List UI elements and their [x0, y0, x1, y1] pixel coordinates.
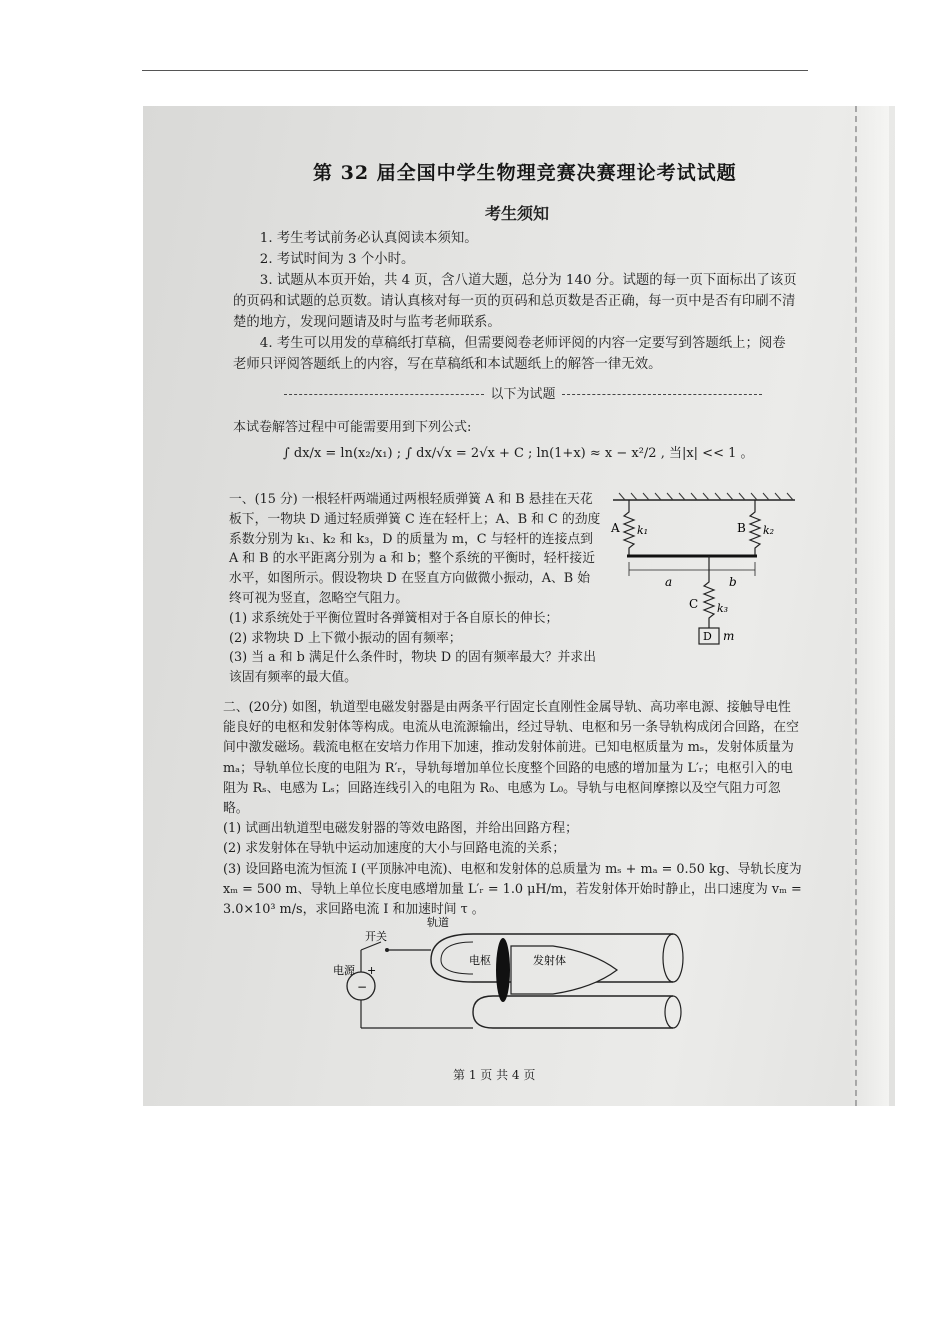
railgun-figure [333, 912, 693, 1032]
question-2-stem: 二、(20分) 如图，轨道型电磁发射器是由两条平行固定长直刚性金属导轨、高功率电源、接触导电性能良好的电枢和发射体等构成。电流从电流源输出，经过导轨、电枢和另一条导轨构成闭合回路，在空间中激发磁场。载流电枢在安培力作用下加速，推动发射体前进。已知电枢质量为 mₛ，发射体质量为 mₐ；导轨单位长度的电阻为 R′ᵣ，导轨每增加单位长度整个回路的电感的增加量为 L′ᵣ；电枢引入的电阻为 Rₛ、电感为 Lₛ；回路连线引入的电阻为 R₀、电感为 L₀。导轨与电枢间摩擦以及空气阻力可忽略。 [223, 700, 799, 817]
question-1-part: (1) 求系统处于平衡位置时各弹簧相对于各自原长的伸长； [229, 610, 559, 626]
notice-item: 3. 试题从本页开始，共 4 页，含八道大题，总分为 140 分。试题的每一页下面标出了该页的页码和试题的总页数。请认真核对每一页的页码和总页数是否正确，每一页中是否有印刷不清楚的地方，发现问题请及时与监考老师联系。 [233, 273, 797, 330]
question-1-part: (2) 求物块 D 上下微小振动的固有频率； [229, 630, 462, 646]
exam-title: 第 32 届全国中学生物理竞赛决赛理论考试试题 [313, 162, 737, 184]
top-rule [142, 70, 808, 71]
question-2-part: (2) 求发射体在导轨中运动加速度的大小与回路电流的关系； [223, 841, 566, 857]
formula-line: ∫ dx/x = ln(x₂/x₁) ; ∫ dx/√x = 2√x + C ; ln(1+x) ≈ x − x²/2 , 当|x| << 1 。 [283, 446, 754, 461]
formula-intro: 本试卷解答过程中可能需要用到下列公式: [233, 420, 472, 435]
question-2 [223, 698, 803, 920]
notice-item: 4. 考生可以用发的草稿纸打草稿，但需要阅卷老师评阅的内容一定要写到答题纸上；阅卷老师只评阅答题纸上的内容，写在草稿纸和本试题纸上的解答一律无效。 [233, 336, 786, 372]
question-1-stem: 一、(15 分) 一根轻杆两端通过两根轻质弹簧 A 和 B 悬挂在天花板下，一物块 D 通过轻质弹簧 C 连在轻杆上；A、B 和 C 的劲度系数分别为 k₁、k₂ 和 k₃，D 的质量为 m，C 与轻杆的连接点到 A 和 B 的水平距离分别为 a 和 b；整个系统的平衡时，轻杆接近水平，如图所示。假设物块 D 在竖直方向做微小振动，A、B 始终可视为竖直，忽略空气阻力。 [229, 492, 601, 606]
label-projectile: 发射体 [533, 954, 566, 967]
label-plus: + [367, 964, 377, 977]
label-rail: 轨道 [427, 916, 449, 929]
spring-b-icon [750, 500, 760, 556]
page-footer: 第 1 页 共 4 页 [453, 1068, 536, 1082]
exam-photo [143, 106, 895, 1106]
label-dist-a: a [665, 575, 673, 589]
notice-item: 1. 考生考试前务必认真阅读本须知。 [259, 231, 478, 246]
question-2-part: (3) 设回路电流为恒流 I (平顶脉冲电流)、电枢和发射体的总质量为 mₛ + mₐ = 0.50 kg、导轨长度为 xₘ = 500 m、导轨上单位长度电感增加量 L′ᵣ = 1.0 μH/m，若发射体开始时静止，出口速度为 vₘ = 3.0×10³ m/s，求回路电流 I 和加速时间 τ 。 [223, 861, 802, 918]
label-armature: 电枢 [469, 954, 491, 967]
label-k3: k₃ [717, 602, 729, 615]
notice-item: 2. 考试时间为 3 个小时。 [259, 252, 415, 267]
notice-list [233, 228, 798, 375]
question-1-part: (3) 当 a 和 b 满足什么条件时，物块 D 的固有频率最大？并求出该固有频率的最大值。 [229, 650, 597, 686]
question-1 [229, 490, 601, 688]
label-minus: − [357, 980, 368, 994]
spring-a-icon [624, 500, 634, 556]
armature-icon [496, 938, 510, 1002]
section-divider [243, 383, 803, 402]
label-spring-b: B [737, 521, 746, 535]
spring-system-figure [605, 490, 805, 660]
label-dist-b: b [729, 575, 737, 589]
divider-text: 以下为试题 [490, 387, 556, 402]
label-spring-c: C [689, 597, 699, 611]
label-block-d: D [703, 630, 712, 643]
label-switch: 开关 [365, 930, 387, 943]
label-mass: m [723, 629, 735, 643]
label-spring-a: A [611, 521, 620, 535]
label-k2: k₂ [763, 524, 775, 537]
question-2-part: (1) 试画出轨道型电磁发射器的等效电路图，并给出回路方程； [223, 821, 578, 837]
notice-title: 考生须知 [485, 204, 550, 223]
switch-icon [361, 942, 381, 950]
label-k1: k₁ [637, 524, 649, 537]
label-power: 电源 [333, 964, 355, 977]
spring-c-icon [704, 556, 714, 628]
